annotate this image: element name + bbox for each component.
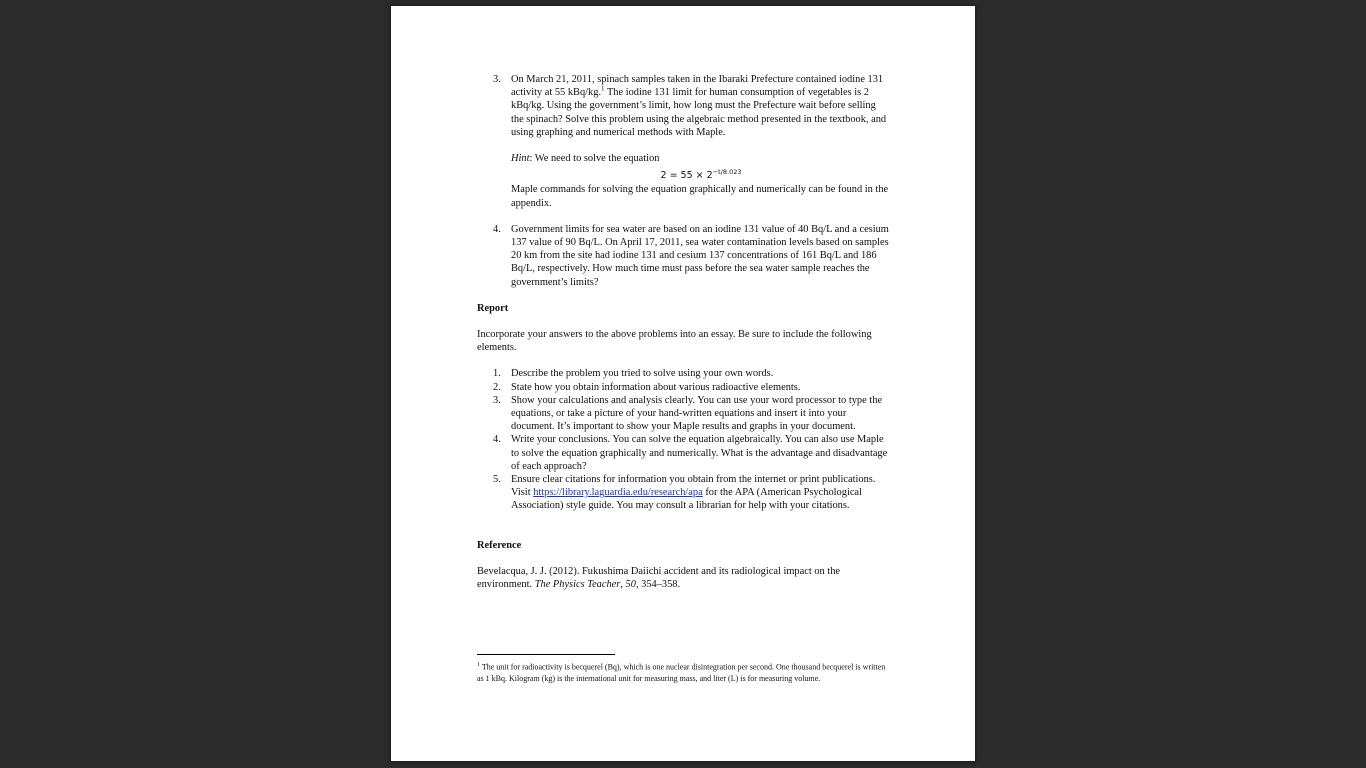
footnote-text: The unit for radioactivity is becquerel (Bq), which is one nuclear disintegration per second. One thousand becquerel is written as 1 kBq. Kilogram (kg) is the international unit for measuring mass, and liter (L) is for measuring volume. — [477, 662, 886, 683]
report-item-text — [511, 473, 891, 513]
report-item-number: 3. — [493, 394, 501, 406]
report-item-text: State how you obtain information about various radioactive elements. — [511, 381, 801, 393]
equation-base: 2 = 55 × 2 — [660, 170, 713, 182]
problem-text-part: The iodine 131 limit for human consumption of vegetables is 2 kBq/kg. Using the government’s limit, how long must the Prefecture wait before selling the spinach? Solve this problem using the algebraic method presented in the textbook, and using graphing and numerical methods with Maple. — [511, 87, 887, 138]
hint-followup-text: Maple commands for solving the equation graphically and numerically can be found in the appendix. — [511, 184, 889, 209]
document-page — [391, 6, 975, 761]
reference-separator: , — [620, 579, 626, 591]
report-item-text-part: Ensure clear citations for information you obtain from the internet or print publications. Visit — [511, 474, 876, 499]
equation-exponent: −t/8.023 — [712, 168, 742, 177]
reference-text: Bevelacqua, J. J. (2012). Fukushima Daiichi accident and its radiological impact on the environment. — [477, 565, 840, 591]
page-content — [477, 73, 891, 591]
report-item-text: Show your calculations and analysis clearly. You can use your word processor to type the equations, or take a picture of your hand-written equations and insert it into your document. It’s important to show your Maple results and graphs in your document. — [511, 394, 882, 433]
problem-text — [511, 73, 891, 139]
report-heading: Report — [477, 302, 509, 314]
problem-text-part: On March 21, 2011, spinach samples taken in the Ibaraki Prefecture contained iodine 131 activity at 55 kBq/kg. — [511, 74, 884, 99]
report-item — [477, 367, 891, 380]
reference-heading: Reference — [477, 539, 522, 551]
problem-number: 3. — [493, 74, 501, 85]
footnote-divider — [477, 654, 615, 655]
problem-4 — [477, 223, 891, 289]
report-item — [477, 394, 891, 434]
footnote-mark: 1 — [477, 662, 480, 668]
reference-volume: 50 — [625, 579, 636, 591]
report-item-number: 5. — [493, 474, 501, 486]
problem-text: Government limits for sea water are based on an iodine 131 value of 40 Bq/L and a cesium 137 value of 90 Bq/L. On April 17, 2011, sea water contamination levels based on samples 20 km from the site had iodine 131 and cesium 137 concentrations of 161 Bq/L and 186 Bq/L, respectively. How much time must pass before the sea water sample reaches the government’s limits? — [511, 223, 889, 288]
hint-label: Hint — [511, 153, 530, 165]
report-item — [477, 473, 891, 513]
apa-guide-link[interactable]: https://library.laguardia.edu/research/apa — [533, 487, 703, 499]
report-item-text-part: for the APA (American Psychological Association) style guide. You may consult a librarian for help with your citations. — [511, 487, 862, 512]
reference-entry — [477, 565, 891, 591]
equation — [511, 165, 891, 183]
reference-journal: The Physics Teacher — [534, 579, 621, 591]
problem-3 — [477, 73, 891, 165]
footnote-reference[interactable]: 1 — [601, 84, 605, 93]
footnote — [477, 660, 893, 684]
report-item-number: 2. — [493, 381, 501, 393]
report-intro: Incorporate your answers to the above problems into an essay. Be sure to include the following elements. — [477, 329, 872, 354]
report-item — [477, 381, 891, 394]
problem-number: 4. — [493, 223, 501, 235]
reference-pages: , 354–358. — [635, 579, 681, 591]
report-item-text: Write your conclusions. You can solve the equation algebraically. You can also use Maple to solve the equation graphically and numerically. What is the advantage and disadvantage of each approach? — [511, 434, 888, 472]
report-item-text: Describe the problem you tried to solve using your own words. — [511, 368, 774, 380]
hint-followup — [477, 183, 891, 209]
report-item — [477, 433, 891, 473]
report-item-number: 4. — [493, 434, 501, 446]
hint-text: : We need to solve the equation — [529, 153, 660, 165]
hint — [511, 152, 891, 165]
report-item-number: 1. — [493, 368, 501, 380]
